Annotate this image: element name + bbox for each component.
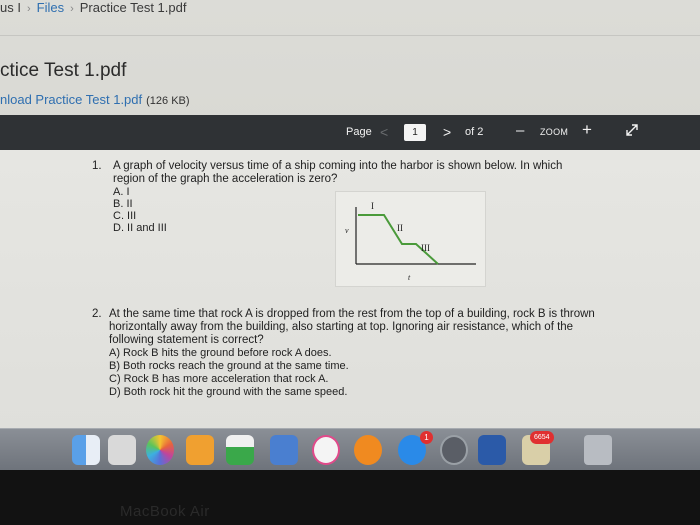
dock	[0, 428, 700, 470]
choice-a: A. I	[113, 186, 130, 198]
question-1-number: 1.	[92, 160, 102, 172]
file-size: (126 KB)	[146, 95, 190, 107]
fullscreen-icon[interactable]	[624, 122, 640, 138]
photos-icon[interactable]	[146, 435, 174, 465]
keynote-icon[interactable]	[270, 435, 298, 465]
question-2-number: 2.	[92, 308, 102, 320]
choice-c: C. III	[113, 210, 137, 222]
page-title: ctice Test 1.pdf	[0, 60, 127, 81]
zoom-out-button[interactable]: –	[516, 122, 525, 139]
macbook-bezel-label: MacBook Air	[120, 503, 210, 520]
pdf-viewer-toolbar	[0, 115, 700, 150]
question-2-text: At the same time that rock A is dropped from the rest from the top of a building, rock B is thrown horizontally away from the building, also starting at top. Ignoring air resistance, which of the following statement is correct?	[109, 308, 595, 346]
region-iii-label: III	[421, 243, 430, 253]
app-store-badge: 1	[420, 431, 433, 444]
download-link[interactable]: nload Practice Test 1.pdf	[0, 92, 143, 107]
region-ii-label: II	[397, 223, 403, 233]
page-label: Page	[346, 126, 372, 138]
question-1-text: A graph of velocity versus time of a ship coming into the harbor is shown below. In which region of the graph the acceleration is zero?	[113, 160, 563, 185]
choice-c: C) Rock B has more acceleration that rock A.	[109, 373, 329, 385]
preview-icon[interactable]	[108, 435, 136, 465]
itunes-icon[interactable]	[312, 435, 340, 465]
breadcrumb-separator-icon: ›	[70, 3, 74, 15]
breadcrumb-separator-icon: ›	[26, 3, 31, 15]
page-count: of 2	[465, 126, 484, 138]
graph-svg	[336, 192, 487, 288]
breadcrumb-current: Practice Test 1.pdf	[79, 0, 187, 15]
finder-icon[interactable]	[72, 435, 100, 465]
pdf-page	[0, 150, 700, 470]
page-number-input[interactable]: 1	[404, 124, 426, 141]
next-page-icon[interactable]: >	[443, 124, 452, 140]
breadcrumb-course[interactable]: us I	[0, 0, 21, 15]
t-axis-label: t	[408, 273, 411, 282]
download-row	[0, 92, 190, 107]
question-2-choices	[109, 347, 349, 399]
region-i-label: I	[371, 201, 374, 211]
previous-page-icon[interactable]: <	[380, 124, 389, 140]
choice-a: A) Rock B hits the ground before rock A does.	[109, 347, 332, 359]
zoom-label: ZOOM	[540, 127, 569, 137]
system-preferences-icon[interactable]	[440, 435, 468, 465]
choice-d: D. II and III	[113, 222, 167, 234]
trash-icon[interactable]	[584, 435, 612, 465]
ibooks-icon[interactable]	[354, 435, 382, 465]
pages-icon[interactable]	[186, 435, 214, 465]
v-axis-label: v	[345, 226, 349, 235]
zoom-in-button[interactable]: +	[582, 120, 592, 139]
choice-b: B) Both rocks reach the ground at the same time.	[109, 360, 349, 372]
header-divider	[0, 35, 700, 36]
question-1-choices	[113, 186, 167, 234]
mail-badge: 6654	[530, 431, 554, 444]
breadcrumb-files-link[interactable]: Files	[36, 0, 65, 15]
numbers-icon[interactable]	[226, 435, 254, 465]
word-icon[interactable]	[478, 435, 506, 465]
breadcrumb	[0, 0, 186, 16]
choice-b: B. II	[113, 198, 133, 210]
velocity-time-graph	[335, 191, 486, 287]
choice-d: D) Both rock hit the ground with the same speed.	[109, 386, 348, 398]
